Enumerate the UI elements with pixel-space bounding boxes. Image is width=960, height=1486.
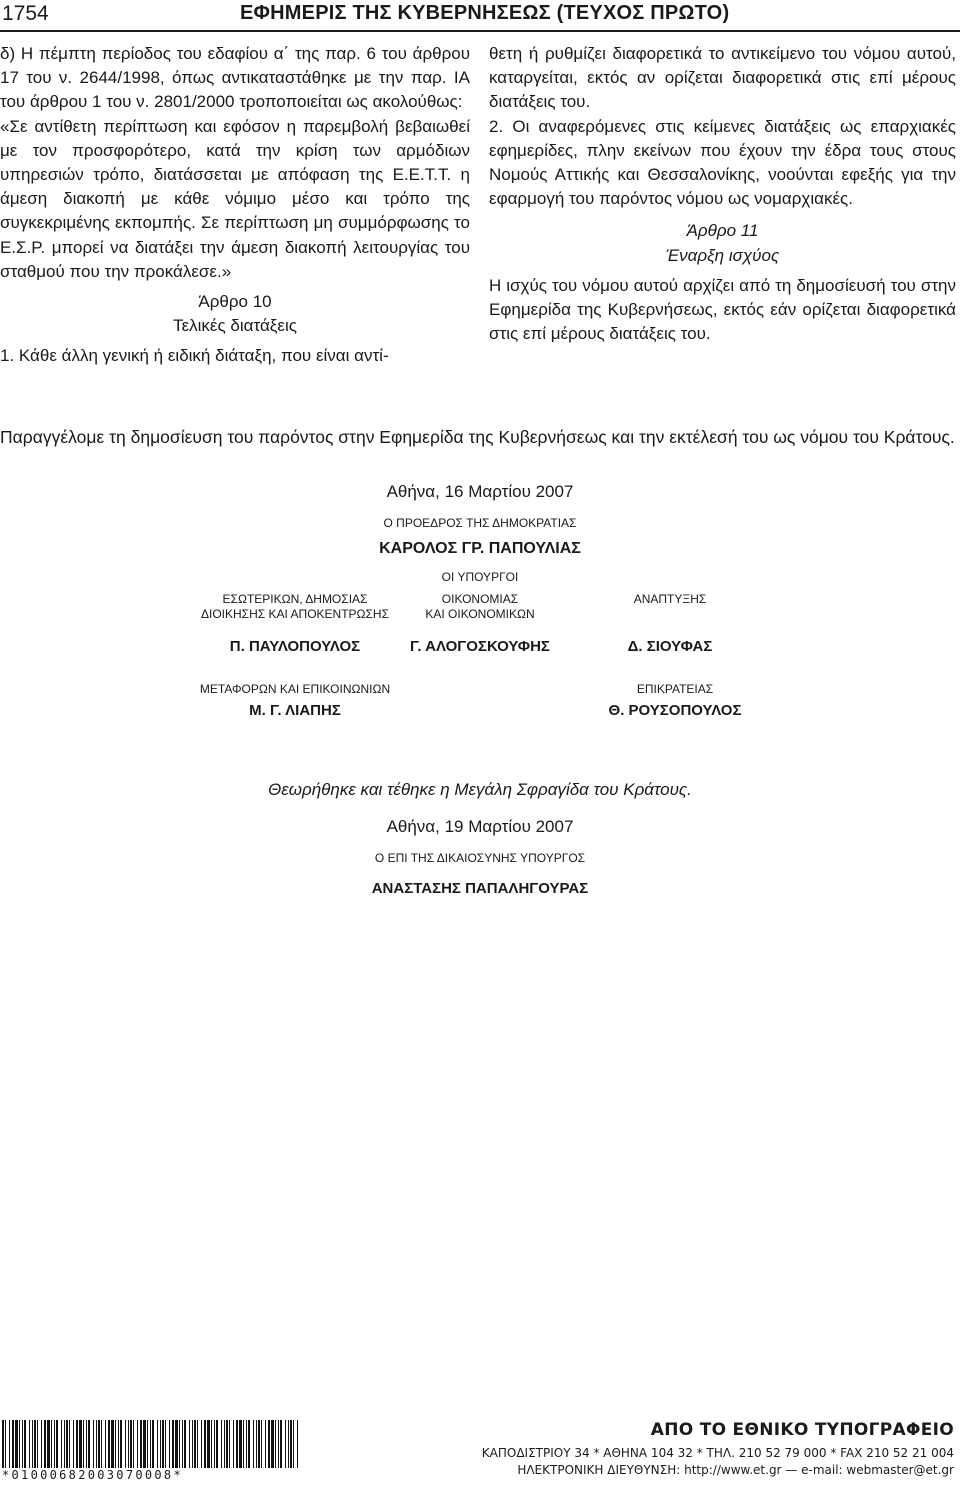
barcode-bar	[32, 1420, 33, 1468]
barcode-bar	[229, 1420, 230, 1468]
left-paragraph-3: 1. Κάθε άλλη γενική ή ειδική διάταξη, που είναι αντί-	[0, 346, 389, 366]
minister-ministry: ΕΠΙΚΡΑΤΕΙΑΣ	[636, 682, 714, 696]
barcode-bar	[160, 1420, 161, 1468]
barcode-bar	[172, 1420, 174, 1468]
barcode-bar	[79, 1420, 82, 1468]
barcode-bar	[120, 1420, 122, 1468]
barcode-bar	[125, 1420, 126, 1468]
minister-ministry: ΑΝΑΠΤΥΞΗΣ	[633, 592, 707, 606]
barcode-bar	[51, 1420, 52, 1468]
barcode-bar	[197, 1420, 198, 1468]
barcode-bar	[34, 1420, 36, 1468]
barcode-bar	[140, 1420, 142, 1468]
barcode-bar	[47, 1420, 50, 1468]
article-10-subtitle: Τελικές διατάξεις	[173, 316, 297, 336]
barcode-bar	[152, 1420, 154, 1468]
barcode-bar	[137, 1420, 138, 1468]
barcode-bar	[66, 1420, 68, 1468]
barcode-bar	[278, 1420, 279, 1468]
barcode-digits: *01000682003070008*	[2, 1468, 183, 1482]
barcode-bar	[233, 1420, 234, 1468]
barcode-bar	[157, 1420, 158, 1468]
barcode-bar	[189, 1420, 190, 1468]
barcode-bar	[118, 1420, 119, 1468]
printer-address: ΚΑΠΟΔΙΣΤΡΙΟΥ 34 * ΑΘΗΝΑ 104 32 * ΤΗΛ. 210 52 79 000 * FAX 210 52 21 004	[481, 1446, 954, 1460]
minister-economy	[380, 592, 580, 655]
minister-name: Δ. ΣΙΟΥΦΑΣ	[627, 638, 713, 655]
barcode-bar	[280, 1420, 282, 1468]
barcode-bar	[73, 1420, 74, 1468]
barcode-bar	[133, 1420, 134, 1468]
page-number: 1754	[2, 2, 49, 25]
printer-web: ΗΛΕΚΤΡΟΝΙΚΗ ΔΙΕΥΘΥΝΣΗ: http://www.et.gr — e-mail: webmaster@et.gr	[517, 1463, 954, 1477]
right-paragraph-3: Η ισχύς του νόμου αυτού αρχίζει από τη δημοσίευσή του στην Εφημερίδα της Κυβερνήσεως, εκτός εάν ορίζεται διαφορετικά στις επί μέρους διατάξεις του.	[489, 275, 956, 344]
gazette-title: ΕΦΗΜΕΡΙΣ ΤΗΣ ΚΥΒΕΡΝΗΣΕΩΣ (ΤΕΥΧΟΣ ΠΡΩΤΟ)	[240, 2, 730, 24]
justice-minister-title: Ο ΕΠΙ ΤΗΣ ΔΙΚΑΙΟΣΥΝΗΣ ΥΠΟΥΡΓΟΣ	[374, 851, 586, 865]
barcode-bar	[143, 1420, 146, 1468]
minister-ministry: ΟΙΚΟΝΟΜΙΑΣ	[441, 592, 519, 606]
right-paragraph-1: θετη ή ρυθμίζει διαφορετικά το αντικείμενο του νόμου αυτού, καταργείται, εκτός αν ορίζεται διαφορετικά στις επί μέρους διατάξεις του.	[489, 44, 956, 112]
barcode-bar	[243, 1420, 244, 1468]
barcode-bar	[61, 1420, 62, 1468]
barcode-bar	[253, 1420, 254, 1468]
barcode-bar	[69, 1420, 70, 1468]
minister-name: Γ. ΑΛΟΓΟΣΚΟΥΦΗΣ	[410, 638, 550, 655]
minister-name: Θ. ΡΟΥΣΟΠΟΥΛΟΣ	[608, 702, 742, 719]
minister-interior	[180, 592, 410, 655]
barcode-bar	[76, 1420, 78, 1468]
minister-ministry: ΜΕΤΑΦΟΡΩΝ ΚΑΙ ΕΠΙΚΟΙΝΩΝΙΩΝ	[199, 682, 391, 696]
president-name: ΚΑΡΟΛΟΣ ΓΡ. ΠΑΠΟΥΛΙΑΣ	[379, 540, 581, 557]
barcode-bar	[9, 1420, 10, 1468]
left-paragraph-1: δ) Η πέμπτη περίοδος του εδαφίου α΄ της παρ. 6 του άρθρου 17 του ν. 2644/1998, όπως αντικαταστάθηκε με την παρ. ΙΑ του άρθρου 1 του ν. 2801/2000 τροποποιείται ως ακολούθως:	[0, 44, 470, 112]
right-column	[489, 42, 956, 346]
barcode-bar	[93, 1420, 94, 1468]
right-paragraph-2: 2. Οι αναφερόμενες στις κείμενες διατάξεις ως επαρχιακές εφημερίδες, πλην εκείνων που έχουν την έδρα τους στους Νομούς Αττικής και Θεσσαλονίκης, νοούνται εφεξής για την εφαρμογή του παρόντος νόμου ως νομαρχιακές.	[489, 116, 956, 209]
article-11-subtitle: Έναρξη ισχύος	[665, 245, 780, 265]
barcode-bar	[29, 1420, 30, 1468]
barcode-bar	[204, 1420, 206, 1468]
barcode-bar	[86, 1420, 87, 1468]
barcode-bar	[248, 1420, 250, 1468]
barcode-bar	[201, 1420, 202, 1468]
barcode-bar	[24, 1420, 26, 1468]
barcode-bar	[271, 1420, 274, 1468]
publication-order: Παραγγέλομε τη δημοσίευση του παρόντος στην Εφημερίδα της Κυβερνήσεως και την εκτέλεσή του ως νόμου του Κράτους.	[0, 427, 955, 447]
barcode-bar	[56, 1420, 58, 1468]
barcode-bar	[182, 1420, 183, 1468]
justice-minister-name: ΑΝΑΣΤΑΣΗΣ ΠΑΠΑΛΗΓΟΥΡΑΣ	[371, 880, 589, 897]
barcode-bar	[44, 1420, 46, 1468]
barcode-image	[2, 1420, 298, 1468]
barcode-bar	[246, 1420, 247, 1468]
barcode-bar	[258, 1420, 260, 1468]
barcode-bar	[88, 1420, 90, 1468]
barcode-bar	[239, 1420, 242, 1468]
minister-development	[590, 592, 750, 655]
barcode-bar	[216, 1420, 218, 1468]
left-column	[0, 42, 470, 369]
barcode-bar	[165, 1420, 166, 1468]
barcode-bar	[214, 1420, 215, 1468]
barcode-bar	[297, 1420, 298, 1468]
barcode-bar	[207, 1420, 210, 1468]
barcode-bar	[285, 1420, 286, 1468]
barcode-bar	[130, 1420, 132, 1468]
minister-transport	[180, 682, 410, 719]
barcode-bar	[221, 1420, 222, 1468]
barcode-bar	[19, 1420, 20, 1468]
minister-ministry-line2	[590, 607, 750, 622]
barcode-bar	[236, 1420, 238, 1468]
barcode-bar	[111, 1420, 114, 1468]
barcode-bar	[194, 1420, 196, 1468]
president-title: Ο ΠΡΟΕΔΡΟΣ ΤΗΣ ΔΗΜΟΚΡΑΤΙΑΣ	[383, 516, 577, 530]
barcode-bar	[175, 1420, 178, 1468]
minister-name: Π. ΠΑΥΛΟΠΟΥΛΟΣ	[229, 638, 361, 655]
barcode-bar	[184, 1420, 186, 1468]
barcode-bar	[115, 1420, 116, 1468]
barcode-bar	[108, 1420, 110, 1468]
barcode-bar	[192, 1420, 193, 1468]
minister-state	[580, 682, 770, 719]
barcode-bar	[265, 1420, 266, 1468]
barcode-bar	[288, 1420, 289, 1468]
barcode-bar	[162, 1420, 164, 1468]
ministers-heading: ΟΙ ΥΠΟΥΡΓΟΙ	[441, 570, 519, 584]
barcode-bar	[101, 1420, 102, 1468]
printer-title: ΑΠΟ ΤΟ ΕΘΝΙΚΟ ΤΥΠΟΓΡΑΦΕΙΟ	[650, 1420, 954, 1440]
barcode-bar	[105, 1420, 106, 1468]
seal-statement: Θεωρήθηκε και τέθηκε η Μεγάλη Σφραγίδα του Κράτους.	[268, 780, 692, 799]
barcode-bar	[22, 1420, 23, 1468]
barcode-bar	[211, 1420, 212, 1468]
barcode-bar	[54, 1420, 55, 1468]
signature-place-date: Αθήνα, 16 Μαρτίου 2007	[386, 482, 574, 501]
barcode-bar	[96, 1420, 97, 1468]
barcode-bar	[169, 1420, 170, 1468]
minister-ministry-line2: ΚΑΙ ΟΙΚΟΝΟΜΙΚΩΝ	[425, 607, 535, 621]
left-paragraph-2: «Σε αντίθετη περίπτωση και εφόσον η παρεμβολή βεβαιωθεί με τον προσφορότερο, κατά την κρίση των αρμόδιων υπηρεσιών τρόπο, διατάσσεται με απόφαση της Ε.Ε.Τ.Τ. η άμεση διακοπή με κάθε νόμιμο μέσο και τρόπο της συγκεκριμένης εκπομπής. Σε περίπτωση μη συμμόρφωσης το Ε.Σ.Ρ. μπορεί να διατάξει την άμεση διακοπή λειτουργίας του σταθμού που την προκάλεσε.»	[0, 116, 470, 281]
header-rule	[0, 30, 960, 32]
barcode-bar	[37, 1420, 38, 1468]
minister-name: Μ. Γ. ΛΙΑΠΗΣ	[249, 702, 341, 719]
minister-ministry-line2: ΔΙΟΙΚΗΣΗΣ ΚΑΙ ΑΠΟΚΕΝΤΡΩΣΗΣ	[200, 607, 390, 621]
barcode-bar	[293, 1420, 294, 1468]
barcode-bar	[268, 1420, 270, 1468]
second-place-date: Αθήνα, 19 Μαρτίου 2007	[386, 817, 574, 836]
barcode-bar	[290, 1420, 292, 1468]
barcode-bar	[256, 1420, 257, 1468]
barcode-bar	[179, 1420, 180, 1468]
barcode-bar	[15, 1420, 18, 1468]
barcode-bar	[83, 1420, 84, 1468]
page-header	[0, 0, 960, 30]
barcode-bar	[275, 1420, 276, 1468]
barcode-bar	[41, 1420, 42, 1468]
article-10-title: Άρθρο 10	[198, 292, 272, 312]
barcode-bar	[12, 1420, 14, 1468]
barcode-bar	[98, 1420, 100, 1468]
barcode-bar	[226, 1420, 228, 1468]
barcode-bar	[150, 1420, 151, 1468]
barcode-bar	[2, 1420, 4, 1468]
barcode-bar	[5, 1420, 6, 1468]
barcode-bar	[64, 1420, 65, 1468]
barcode-bar	[224, 1420, 225, 1468]
barcode-bar	[128, 1420, 129, 1468]
barcode-bar	[147, 1420, 148, 1468]
barcode-bar	[261, 1420, 262, 1468]
article-11-title: Άρθρο 11	[686, 221, 759, 241]
minister-ministry: ΕΣΩΤΕΡΙΚΩΝ, ΔΗΜΟΣΙΑΣ	[222, 592, 368, 606]
